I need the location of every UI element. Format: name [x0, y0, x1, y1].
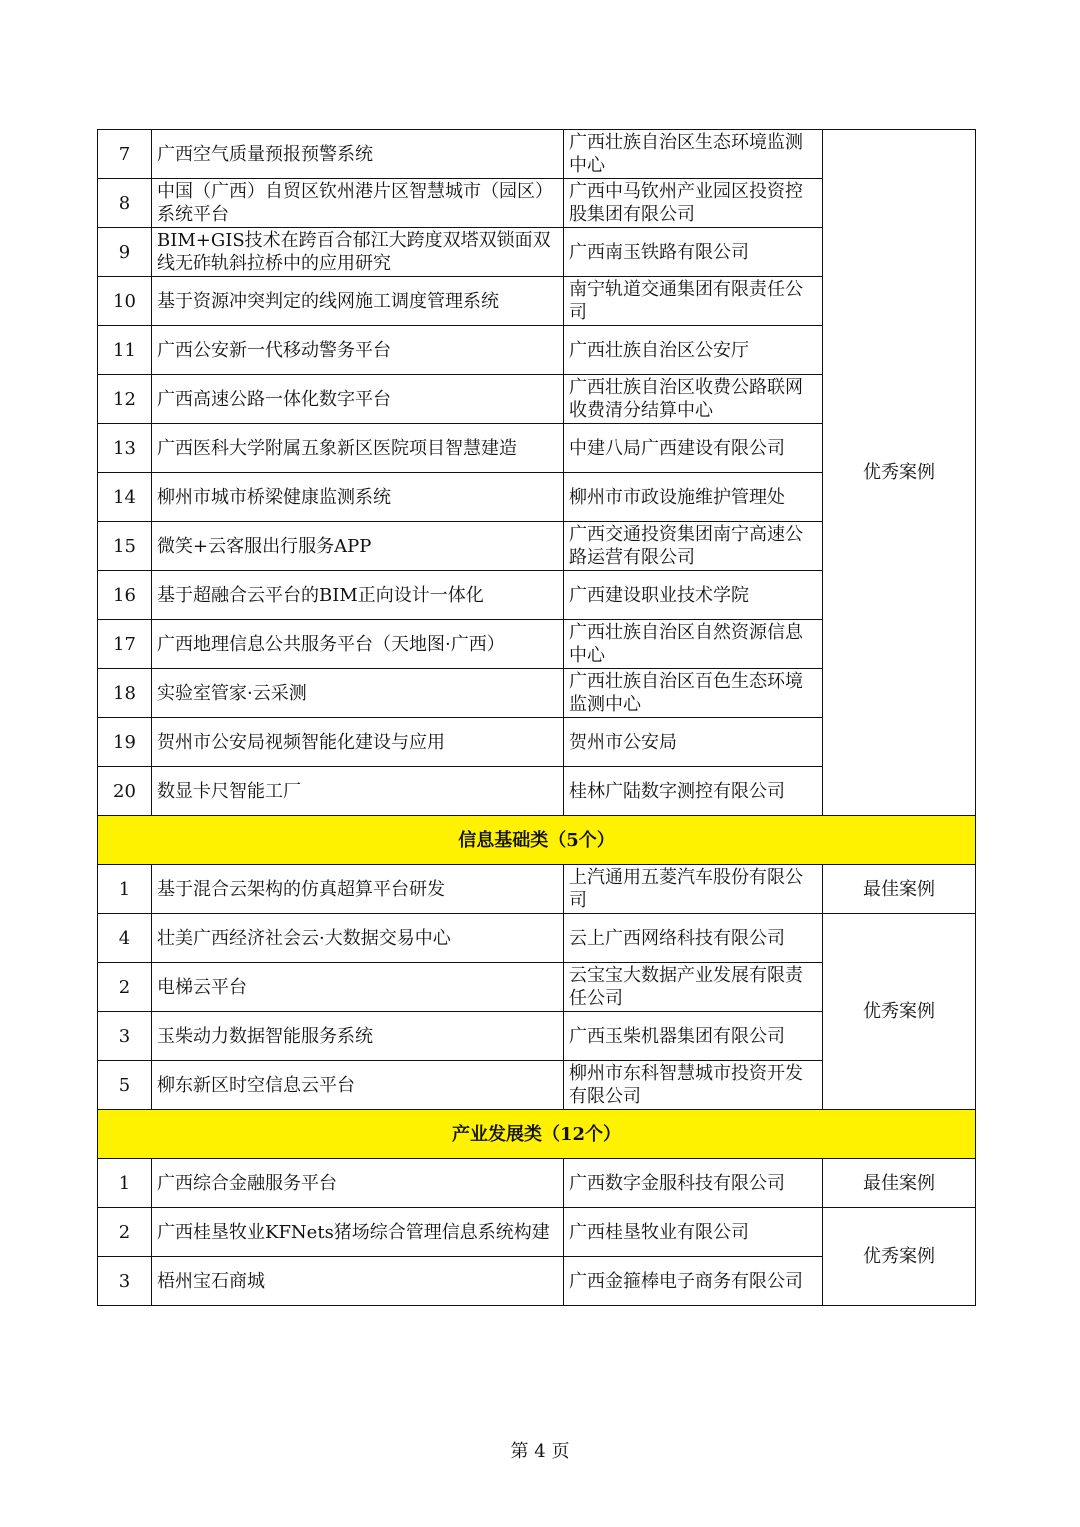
organization: 广西壮族自治区百色生态环境监测中心 [564, 669, 823, 718]
case-name: 梧州宝石商城 [152, 1257, 564, 1306]
case-name: 广西公安新一代移动警务平台 [152, 326, 564, 375]
row-number: 14 [98, 473, 152, 522]
organization: 广西南玉铁路有限公司 [564, 228, 823, 277]
row-number: 5 [98, 1061, 152, 1110]
case-name: 广西地理信息公共服务平台（天地图·广西） [152, 620, 564, 669]
organization: 南宁轨道交通集团有限责任公司 [564, 277, 823, 326]
case-name: 广西空气质量预报预警系统 [152, 130, 564, 179]
row-number: 9 [98, 228, 152, 277]
organization: 云上广西网络科技有限公司 [564, 914, 823, 963]
organization: 中建八局广西建设有限公司 [564, 424, 823, 473]
row-number: 3 [98, 1012, 152, 1061]
section-header-industry-development [98, 1110, 976, 1159]
case-name: BIM+GIS技术在跨百合郁江大跨度双塔双锁面双线无砟轨斜拉桥中的应用研究 [152, 228, 564, 277]
table-row [98, 914, 976, 963]
organization: 广西交通投资集团南宁高速公路运营有限公司 [564, 522, 823, 571]
row-number: 17 [98, 620, 152, 669]
organization: 广西中马钦州产业园区投资控股集团有限公司 [564, 179, 823, 228]
organization: 贺州市公安局 [564, 718, 823, 767]
row-number: 16 [98, 571, 152, 620]
award-level: 优秀案例 [823, 1208, 976, 1306]
award-level: 优秀案例 [823, 130, 976, 816]
case-name: 微笑+云客服出行服务APP [152, 522, 564, 571]
case-name: 广西桂垦牧业KFNets猪场综合管理信息系统构建 [152, 1208, 564, 1257]
row-number: 8 [98, 179, 152, 228]
row-number: 1 [98, 1159, 152, 1208]
row-number: 10 [98, 277, 152, 326]
row-number: 2 [98, 963, 152, 1012]
organization: 柳州市市政设施维护管理处 [564, 473, 823, 522]
row-number: 4 [98, 914, 152, 963]
row-number: 18 [98, 669, 152, 718]
row-number: 11 [98, 326, 152, 375]
row-number: 15 [98, 522, 152, 571]
case-name: 玉柴动力数据智能服务系统 [152, 1012, 564, 1061]
organization: 广西桂垦牧业有限公司 [564, 1208, 823, 1257]
row-number: 20 [98, 767, 152, 816]
organization: 广西玉柴机器集团有限公司 [564, 1012, 823, 1061]
case-name: 数显卡尺智能工厂 [152, 767, 564, 816]
case-name: 柳州市城市桥梁健康监测系统 [152, 473, 564, 522]
table-row [98, 1208, 976, 1257]
organization: 广西数字金服科技有限公司 [564, 1159, 823, 1208]
row-number: 19 [98, 718, 152, 767]
organization: 柳州市东科智慧城市投资开发有限公司 [564, 1061, 823, 1110]
organization: 广西壮族自治区生态环境监测中心 [564, 130, 823, 179]
case-name: 中国（广西）自贸区钦州港片区智慧城市（园区）系统平台 [152, 179, 564, 228]
table-row [98, 865, 976, 914]
case-name: 贺州市公安局视频智能化建设与应用 [152, 718, 564, 767]
section-title: 信息基础类（5个） [98, 816, 976, 865]
case-name: 实验室管家·云采测 [152, 669, 564, 718]
row-number: 1 [98, 865, 152, 914]
case-name: 基于资源冲突判定的线网施工调度管理系统 [152, 277, 564, 326]
row-number: 13 [98, 424, 152, 473]
organization: 云宝宝大数据产业发展有限责任公司 [564, 963, 823, 1012]
case-name: 电梯云平台 [152, 963, 564, 1012]
section-header-info-infrastructure [98, 816, 976, 865]
case-name: 广西医科大学附属五象新区医院项目智慧建造 [152, 424, 564, 473]
row-number: 2 [98, 1208, 152, 1257]
organization: 桂林广陆数字测控有限公司 [564, 767, 823, 816]
organization: 广西壮族自治区自然资源信息中心 [564, 620, 823, 669]
organization: 广西壮族自治区收费公路联网收费清分结算中心 [564, 375, 823, 424]
case-name: 广西高速公路一体化数字平台 [152, 375, 564, 424]
case-name: 基于混合云架构的仿真超算平台研发 [152, 865, 564, 914]
award-level: 优秀案例 [823, 914, 976, 1110]
row-number: 3 [98, 1257, 152, 1306]
award-level: 最佳案例 [823, 1159, 976, 1208]
organization: 广西建设职业技术学院 [564, 571, 823, 620]
page-number: 第 4 页 [510, 1441, 570, 1462]
organization: 广西金箍棒电子商务有限公司 [564, 1257, 823, 1306]
case-name: 基于超融合云平台的BIM正向设计一体化 [152, 571, 564, 620]
case-name: 壮美广西经济社会云·大数据交易中心 [152, 914, 564, 963]
cases-table [97, 129, 976, 1306]
organization: 广西壮族自治区公安厅 [564, 326, 823, 375]
case-name: 柳东新区时空信息云平台 [152, 1061, 564, 1110]
table-row [98, 1159, 976, 1208]
organization: 上汽通用五菱汽车股份有限公司 [564, 865, 823, 914]
row-number: 7 [98, 130, 152, 179]
row-number: 12 [98, 375, 152, 424]
case-name: 广西综合金融服务平台 [152, 1159, 564, 1208]
table-row [98, 130, 976, 179]
award-level: 最佳案例 [823, 865, 976, 914]
section-title: 产业发展类（12个） [98, 1110, 976, 1159]
